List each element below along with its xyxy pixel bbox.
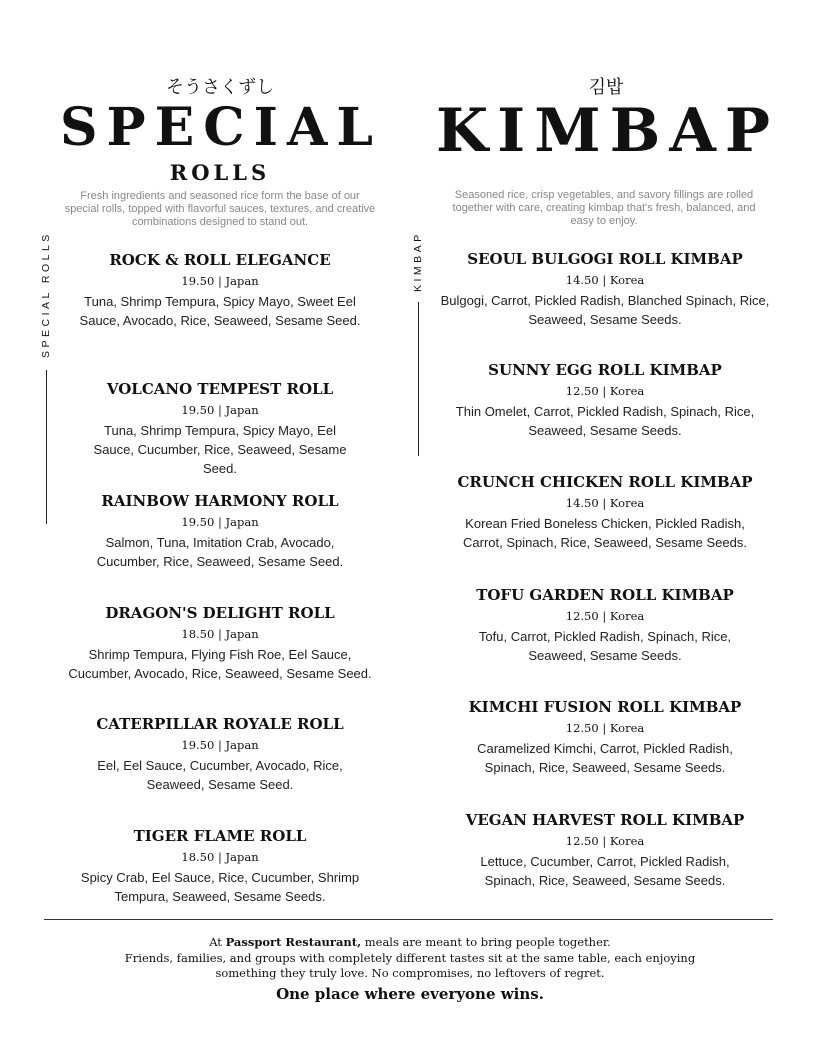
item-name: KIMCHI FUSION ROLL KIMBAP (468, 698, 742, 716)
item-name: CATERPILLAR ROYALE ROLL (96, 715, 344, 733)
item-origin: Korea (609, 273, 645, 287)
item-name: ROCK & ROLL ELEGANCE (109, 251, 331, 269)
special-title: SPECIAL (60, 97, 382, 158)
item-name: VOLCANO TEMPEST ROLL (106, 380, 334, 398)
special-item (44, 826, 396, 906)
item-description: Tuna, Shrimp Tempura, Spicy Mayo, Sweet Eel Sauce, Avocado, Rice, Seaweed, Sesame Seed. (79, 294, 361, 328)
special-item (44, 491, 396, 571)
item-description: Lettuce, Cucumber, Carrot, Pickled Radish, Spinach, Rice, Seaweed, Sesame Seeds. (480, 854, 730, 888)
kimbap-item (434, 697, 776, 777)
item-meta: 14.50 | Korea (565, 496, 645, 510)
special-subtitle: ROLLS (169, 160, 271, 185)
special-item (44, 603, 396, 683)
footer-line-1 (60, 935, 760, 951)
item-description: Eel, Eel Sauce, Cucumber, Avocado, Rice, Seaweed, Sesame Seed. (97, 758, 343, 792)
item-meta: 14.50 | Korea (565, 273, 645, 287)
item-meta: 12.50 | Korea (565, 609, 645, 623)
item-meta: 19.50 | Japan (181, 738, 259, 752)
footer-line-1-post: meals are meant to bring people together. (364, 935, 611, 949)
item-meta: 19.50 | Japan (181, 274, 259, 288)
item-origin: Japan (225, 403, 259, 417)
kimbap-item (434, 249, 776, 329)
item-origin: Japan (225, 274, 259, 288)
item-price: 18.50 (181, 850, 215, 864)
special-side-label: SPECIAL ROLLS (40, 231, 52, 358)
item-price: 18.50 (181, 627, 215, 641)
item-origin: Korea (609, 834, 645, 848)
item-description: Caramelized Kimchi, Carrot, Pickled Radish, Spinach, Rice, Seaweed, Sesame Seeds. (477, 741, 733, 775)
item-origin: Korea (609, 384, 645, 398)
item-price: 14.50 (565, 273, 599, 287)
item-meta: 19.50 | Japan (181, 403, 259, 417)
item-origin: Japan (225, 738, 259, 752)
footer-line-1-pre: At (209, 935, 222, 949)
kimbap-side-rule (418, 302, 419, 456)
item-price: 12.50 (565, 384, 599, 398)
footer-tagline: One place where everyone wins. (276, 985, 544, 1003)
kimbap-item (434, 472, 776, 552)
item-meta: 18.50 | Japan (181, 627, 259, 641)
item-name: DRAGON'S DELIGHT ROLL (105, 604, 335, 622)
special-kicker: そうさくずし (166, 77, 274, 98)
special-intro: Fresh ingredients and seasoned rice form the base of our special rolls, topped with flavorful sauces, textures, and creative combinations designed to stand out. (64, 190, 376, 228)
item-description: Tofu, Carrot, Pickled Radish, Spinach, Rice, Seaweed, Sesame Seeds. (478, 629, 732, 663)
kimbap-title: KIMBAP (436, 96, 780, 166)
item-name: CRUNCH CHICKEN ROLL KIMBAP (457, 473, 753, 491)
item-meta: 12.50 | Korea (565, 721, 645, 735)
item-price: 14.50 (565, 496, 599, 510)
kimbap-item (434, 810, 776, 890)
item-description: Bulgogi, Carrot, Pickled Radish, Blanched Spinach, Rice, Seaweed, Sesame Seeds. (440, 293, 770, 327)
kimbap-kicker: 김밥 (588, 77, 624, 98)
item-name: VEGAN HARVEST ROLL KIMBAP (465, 811, 745, 829)
item-name: TIGER FLAME ROLL (133, 827, 307, 845)
item-origin: Korea (609, 609, 645, 623)
restaurant-name: Passport Restaurant, (225, 935, 362, 949)
kimbap-item (434, 360, 776, 440)
item-price: 19.50 (181, 738, 215, 752)
item-origin: Japan (225, 850, 259, 864)
item-name: TOFU GARDEN ROLL KIMBAP (476, 586, 734, 604)
kimbap-item (434, 585, 776, 665)
item-meta: 12.50 | Korea (565, 834, 645, 848)
item-description: Thin Omelet, Carrot, Pickled Radish, Spinach, Rice, Seaweed, Sesame Seeds. (455, 404, 755, 438)
item-description: Shrimp Tempura, Flying Fish Roe, Eel Sauce, Cucumber, Avocado, Rice, Seaweed, Sesame Seed. (68, 647, 372, 681)
kimbap-side-label: KIMBAP (412, 231, 424, 292)
item-price: 19.50 (181, 403, 215, 417)
item-meta: 18.50 | Japan (181, 850, 259, 864)
footer-divider (44, 919, 773, 920)
item-origin: Japan (225, 627, 259, 641)
item-description: Spicy Crab, Eel Sauce, Rice, Cucumber, Shrimp Tempura, Seaweed, Sesame Seeds. (80, 870, 360, 904)
item-price: 12.50 (565, 721, 599, 735)
item-name: SEOUL BULGOGI ROLL KIMBAP (467, 250, 743, 268)
footer-text (60, 935, 760, 982)
kimbap-intro: Seasoned rice, crisp vegetables, and savory fillings are rolled together with care, creating kimbap that's fresh, balanced, and easy to enjoy. (452, 189, 756, 227)
item-description: Tuna, Shrimp Tempura, Spicy Mayo, Eel Sauce, Cucumber, Rice, Seaweed, Sesame Seed. (93, 423, 347, 476)
special-item (44, 379, 396, 478)
item-price: 19.50 (181, 515, 215, 529)
item-price: 19.50 (181, 274, 215, 288)
item-description: Korean Fried Boneless Chicken, Pickled Radish, Carrot, Spinach, Rice, Seaweed, Sesame Seeds. (463, 516, 747, 550)
item-meta: 12.50 | Korea (565, 384, 645, 398)
footer-line-2: Friends, families, and groups with completely different tastes sit at the same table, each enjoying (124, 950, 696, 965)
special-item (44, 250, 396, 330)
item-origin: Japan (225, 515, 259, 529)
item-name: RAINBOW HARMONY ROLL (101, 492, 339, 510)
item-price: 12.50 (565, 609, 599, 623)
item-price: 12.50 (565, 834, 599, 848)
item-description: Salmon, Tuna, Imitation Crab, Avocado, Cucumber, Rice, Seaweed, Sesame Seed. (96, 535, 344, 569)
item-meta: 19.50 | Japan (181, 515, 259, 529)
item-origin: Korea (609, 496, 645, 510)
footer-line-3: something they truly love. No compromises, no leftovers of regret. (215, 966, 605, 980)
special-item (44, 714, 396, 794)
item-origin: Korea (609, 721, 645, 735)
item-name: SUNNY EGG ROLL KIMBAP (488, 361, 722, 379)
